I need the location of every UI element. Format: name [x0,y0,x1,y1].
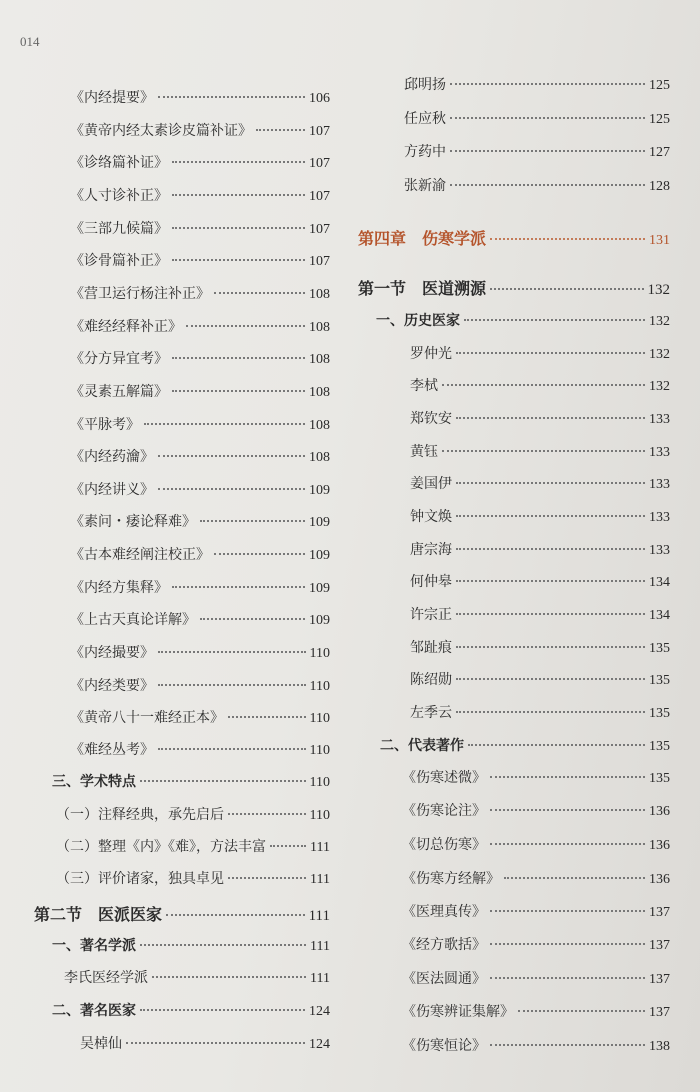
toc-entry-title: 《难经丛考》 [70,742,154,758]
leader-dots [456,515,645,517]
toc-entry[interactable] [70,448,330,466]
leader-dots [158,651,306,653]
toc-entry-title: 姜国伊 [410,476,452,492]
toc-entry[interactable] [70,513,330,531]
toc-entry-page: 133 [649,445,670,460]
leader-dots [158,96,305,98]
toc-entry-title: 邱明扬 [404,77,446,93]
leader-dots [456,548,645,550]
toc-entry-title: 邹趾痕 [410,640,452,656]
toc-section-heading[interactable] [380,737,670,755]
toc-entry-title: 《营卫运行杨注补正》 [70,286,210,302]
toc-entry-title: 《上古天真论详解》 [70,612,196,628]
toc-entry-title: 第四章 伤寒学派 [358,229,487,248]
toc-entry-title: 吴棹仙 [80,1036,122,1052]
toc-entry-page: 107 [309,222,330,237]
toc-entry-page: 108 [309,418,330,433]
toc-entry[interactable] [80,1035,330,1053]
toc-entry-page: 109 [309,613,330,628]
toc-entry-page: 106 [309,91,330,106]
leader-dots [158,488,305,490]
toc-entry[interactable] [70,220,330,238]
toc-entry-page: 128 [649,179,670,194]
toc-section-heading[interactable] [376,312,670,330]
leader-dots [456,352,645,354]
toc-entry[interactable] [70,611,330,629]
toc-entry[interactable] [64,969,330,987]
toc-entry-page: 135 [649,771,670,786]
toc-entry-title: 李栻 [410,378,438,394]
toc-entry-page: 136 [649,838,670,853]
toc-entry-title: 第一节 医道溯源 [358,279,487,298]
toc-entry-title: 任应秋 [404,111,446,127]
toc-section-heading[interactable] [52,1002,330,1020]
toc-entry-title: 《诊络篇补证》 [70,155,168,171]
toc-entry-page: 107 [309,254,330,269]
leader-dots [456,417,645,419]
leader-dots [450,83,645,85]
leader-dots [152,976,306,978]
toc-entry-title: 《伤寒辨证集解》 [402,1004,514,1020]
toc-entry-title: 《内经讲义》 [70,482,154,498]
toc-entry-page: 132 [649,347,670,362]
leader-dots [214,553,305,555]
toc-entry[interactable] [410,541,670,559]
toc-entry-title: 左季云 [410,705,452,721]
toc-entry[interactable] [404,143,670,161]
leader-dots [518,1010,645,1012]
toc-section-heading[interactable] [34,906,330,924]
toc-entry-page: 132 [649,379,670,394]
toc-entry-page: 124 [309,1004,330,1019]
toc-entry-title: 何仲皋 [410,574,452,590]
toc-entry-page: 124 [309,1037,330,1052]
leader-dots [172,227,305,229]
toc-entry-title: 《诊骨篇补正》 [70,253,168,269]
leader-dots [172,194,305,196]
toc-entry[interactable] [404,76,670,94]
leader-dots [172,357,305,359]
toc-entry-title: 郑钦安 [410,411,452,427]
toc-entry-page: 111 [310,872,330,887]
toc-entry-title: 《伤寒恒论》 [402,1038,486,1054]
leader-dots [490,776,645,778]
toc-entry-title: 罗仲光 [410,346,452,362]
toc-entry[interactable] [70,318,330,336]
leader-dots [228,877,306,879]
toc-entry-title: 《伤寒方经解》 [402,871,500,887]
toc-entry[interactable] [402,769,670,787]
toc-entry[interactable] [70,416,330,434]
toc-entry-page: 133 [649,412,670,427]
toc-entry-title: 陈绍勋 [410,672,452,688]
toc-entry-page: 108 [309,287,330,302]
toc-entry-page: 136 [649,804,670,819]
toc-entry-title: 李氏医经学派 [64,970,148,986]
toc-entry-page: 137 [649,1005,670,1020]
leader-dots [270,845,306,847]
toc-entry-title: 黄钰 [410,444,438,460]
leader-dots [490,910,645,912]
toc-entry[interactable] [70,122,330,140]
leader-dots [490,288,643,290]
toc-entry-title: 二、代表著作 [380,738,464,754]
toc-entry-page: 109 [309,581,330,596]
toc-entry-title: 《人寸诊补正》 [70,188,168,204]
toc-entry-title: 一、著名学派 [52,938,136,954]
toc-section-heading[interactable] [52,773,330,791]
toc-entry[interactable] [402,903,670,921]
leader-dots [450,150,645,152]
leader-dots [140,944,306,946]
toc-entry-title: 钟文焕 [410,509,452,525]
toc-entry-title: 《伤寒述微》 [402,770,486,786]
toc-entry-page: 135 [649,706,670,721]
toc-entry-title: 方药中 [404,144,446,160]
toc-entry-page: 110 [309,646,330,661]
toc-entry[interactable] [70,154,330,172]
toc-entry-page: 137 [649,905,670,920]
toc-entry[interactable] [402,936,670,954]
toc-entry-title: 唐宗海 [410,542,452,558]
toc-entry[interactable] [70,741,330,759]
toc-entry-page: 109 [309,515,330,530]
leader-dots [450,117,645,119]
toc-entry-title: 《切总伤寒》 [402,837,486,853]
toc-entry-page: 108 [309,450,330,465]
toc-entry[interactable] [70,252,330,270]
leader-dots [490,238,645,240]
toc-entry-page: 111 [310,840,330,855]
leader-dots [158,455,305,457]
toc-entry-title: 《古本难经阐注校正》 [70,547,210,563]
leader-dots [490,943,645,945]
toc-entry-page: 111 [310,939,330,954]
toc-entry[interactable] [70,481,330,499]
toc-entry[interactable] [70,644,330,662]
toc-entry[interactable] [70,285,330,303]
toc-entry[interactable] [404,110,670,128]
toc-entry-title: 《灵素五解篇》 [70,384,168,400]
toc-entry-title: 《伤寒论注》 [402,803,486,819]
toc-entry-page: 132 [647,282,670,298]
leader-dots [166,914,305,916]
toc-entry-title: 三、学术特点 [52,774,136,790]
toc-entry-page: 110 [309,679,330,694]
toc-entry[interactable] [70,350,330,368]
toc-entry-page: 132 [649,314,670,329]
toc-entry-title: 《内经药瀹》 [70,449,154,465]
leader-dots [200,618,305,620]
leader-dots [490,1044,645,1046]
leader-dots [228,716,306,718]
toc-entry[interactable] [404,177,670,195]
leader-dots [172,586,305,588]
toc-entry[interactable] [410,606,670,624]
toc-entry-page: 134 [649,575,670,590]
leader-dots [490,977,645,979]
leader-dots [490,809,645,811]
toc-entry-title: 许宗正 [410,607,452,623]
toc-entry[interactable] [70,579,330,597]
toc-entry[interactable] [402,970,670,988]
leader-dots [456,646,645,648]
toc-entry-page: 110 [309,775,330,790]
toc-entry-title: 《素问・痿论释难》 [70,514,196,530]
toc-entry-page: 107 [309,156,330,171]
toc-entry-title: 一、历史医家 [376,313,460,329]
toc-entry[interactable] [410,377,670,395]
leader-dots [450,184,645,186]
leader-dots [214,292,305,294]
leader-dots [228,813,306,815]
toc-entry-title: 《内经类要》 [70,678,154,694]
toc-entry-page: 108 [309,352,330,367]
leader-dots [456,711,645,713]
toc-entry-page: 111 [310,971,330,986]
toc-entry-page: 111 [308,908,330,924]
leader-dots [442,450,645,452]
leader-dots [144,423,305,425]
toc-entry[interactable] [402,870,670,888]
toc-entry-title: 《难经经释补正》 [70,319,182,335]
toc-entry[interactable] [410,704,670,722]
leader-dots [256,129,305,131]
toc-entry[interactable] [70,709,330,727]
toc-entry-page: 109 [309,548,330,563]
toc-entry[interactable] [410,410,670,428]
page-number: 014 [20,34,40,49]
toc-entry-title: 《医理真传》 [402,904,486,920]
toc-entry-title: 《内经撮要》 [70,645,154,661]
toc-entry-page: 134 [649,608,670,623]
toc-entry-title: 张新渝 [404,178,446,194]
toc-entry-page: 108 [309,320,330,335]
toc-entry[interactable] [410,573,670,591]
leader-dots [442,384,645,386]
leader-dots [126,1042,305,1044]
toc-entry-page: 110 [309,808,330,823]
toc-entry-title: 《黄帝内经太素诊皮篇补证》 [70,123,252,139]
toc-entry[interactable] [56,838,330,856]
toc-entry-page: 135 [649,739,670,754]
toc-entry-page: 135 [649,641,670,656]
toc-entry-title: 《医法圆通》 [402,971,486,987]
toc-section-heading[interactable] [52,937,330,955]
toc-entry-page: 110 [309,743,330,758]
leader-dots [186,325,305,327]
toc-entry-title: 第二节 医派医家 [34,905,163,924]
toc-entry-page: 133 [649,477,670,492]
toc-entry-page: 125 [649,78,670,93]
toc-entry-page: 108 [309,385,330,400]
toc-entry[interactable] [410,475,670,493]
toc-entry-title: 《黄帝八十一难经正本》 [70,710,224,726]
leader-dots [456,482,645,484]
toc-entry[interactable] [56,870,330,888]
toc-entry[interactable] [410,508,670,526]
leader-dots [158,684,306,686]
leader-dots [456,678,645,680]
toc-entry-title: 《内经提要》 [70,90,154,106]
toc-entry-title: 《分方异宜考》 [70,351,168,367]
leader-dots [200,520,305,522]
toc-entry-page: 135 [649,673,670,688]
leader-dots [172,259,305,261]
leader-dots [464,319,645,321]
leader-dots [172,161,305,163]
toc-entry-page: 133 [649,510,670,525]
leader-dots [158,748,306,750]
toc-entry-page: 133 [649,543,670,558]
leader-dots [140,1009,305,1011]
toc-entry[interactable] [402,1037,670,1055]
toc-entry-title: （二）整理《内》《难》，方法丰富 [56,839,266,855]
toc-entry[interactable] [410,639,670,657]
leader-dots [140,780,306,782]
toc-entry-page: 107 [309,124,330,139]
leader-dots [456,580,645,582]
toc-entry-page: 107 [309,189,330,204]
toc-entry[interactable] [70,89,330,107]
toc-entry-title: 二、著名医家 [52,1003,136,1019]
toc-entry-page: 136 [649,872,670,887]
toc-entry-title: 《经方歌括》 [402,937,486,953]
toc-entry-title: （三）评价诸家，独具卓见 [56,871,224,887]
toc-entry[interactable] [70,187,330,205]
toc-chapter-heading[interactable] [358,230,670,248]
leader-dots [490,843,645,845]
toc-entry-page: 125 [649,112,670,127]
toc-entry-page: 131 [649,233,670,248]
toc-entry[interactable] [410,443,670,461]
toc-entry-title: 《内经方集释》 [70,580,168,596]
toc-entry-page: 109 [309,483,330,498]
leader-dots [172,390,305,392]
toc-entry[interactable] [402,802,670,820]
toc-entry-title: （一）注释经典，承先启后 [56,807,224,823]
leader-dots [504,877,645,879]
toc-entry[interactable] [70,546,330,564]
toc-entry[interactable] [402,836,670,854]
toc-entry[interactable] [56,806,330,824]
toc-section-heading[interactable] [358,280,670,298]
toc-entry-page: 110 [309,711,330,726]
toc-entry[interactable] [410,671,670,689]
toc-entry[interactable] [70,383,330,401]
toc-entry-title: 《平脉考》 [70,417,140,433]
toc-entry-title: 《三部九候篇》 [70,221,168,237]
leader-dots [468,744,645,746]
toc-entry-page: 137 [649,938,670,953]
toc-entry-page: 138 [649,1039,670,1054]
toc-entry[interactable] [70,677,330,695]
leader-dots [456,613,645,615]
toc-entry-page: 127 [649,145,670,160]
toc-entry[interactable] [402,1003,670,1021]
toc-entry-page: 137 [649,972,670,987]
toc-entry[interactable] [410,345,670,363]
